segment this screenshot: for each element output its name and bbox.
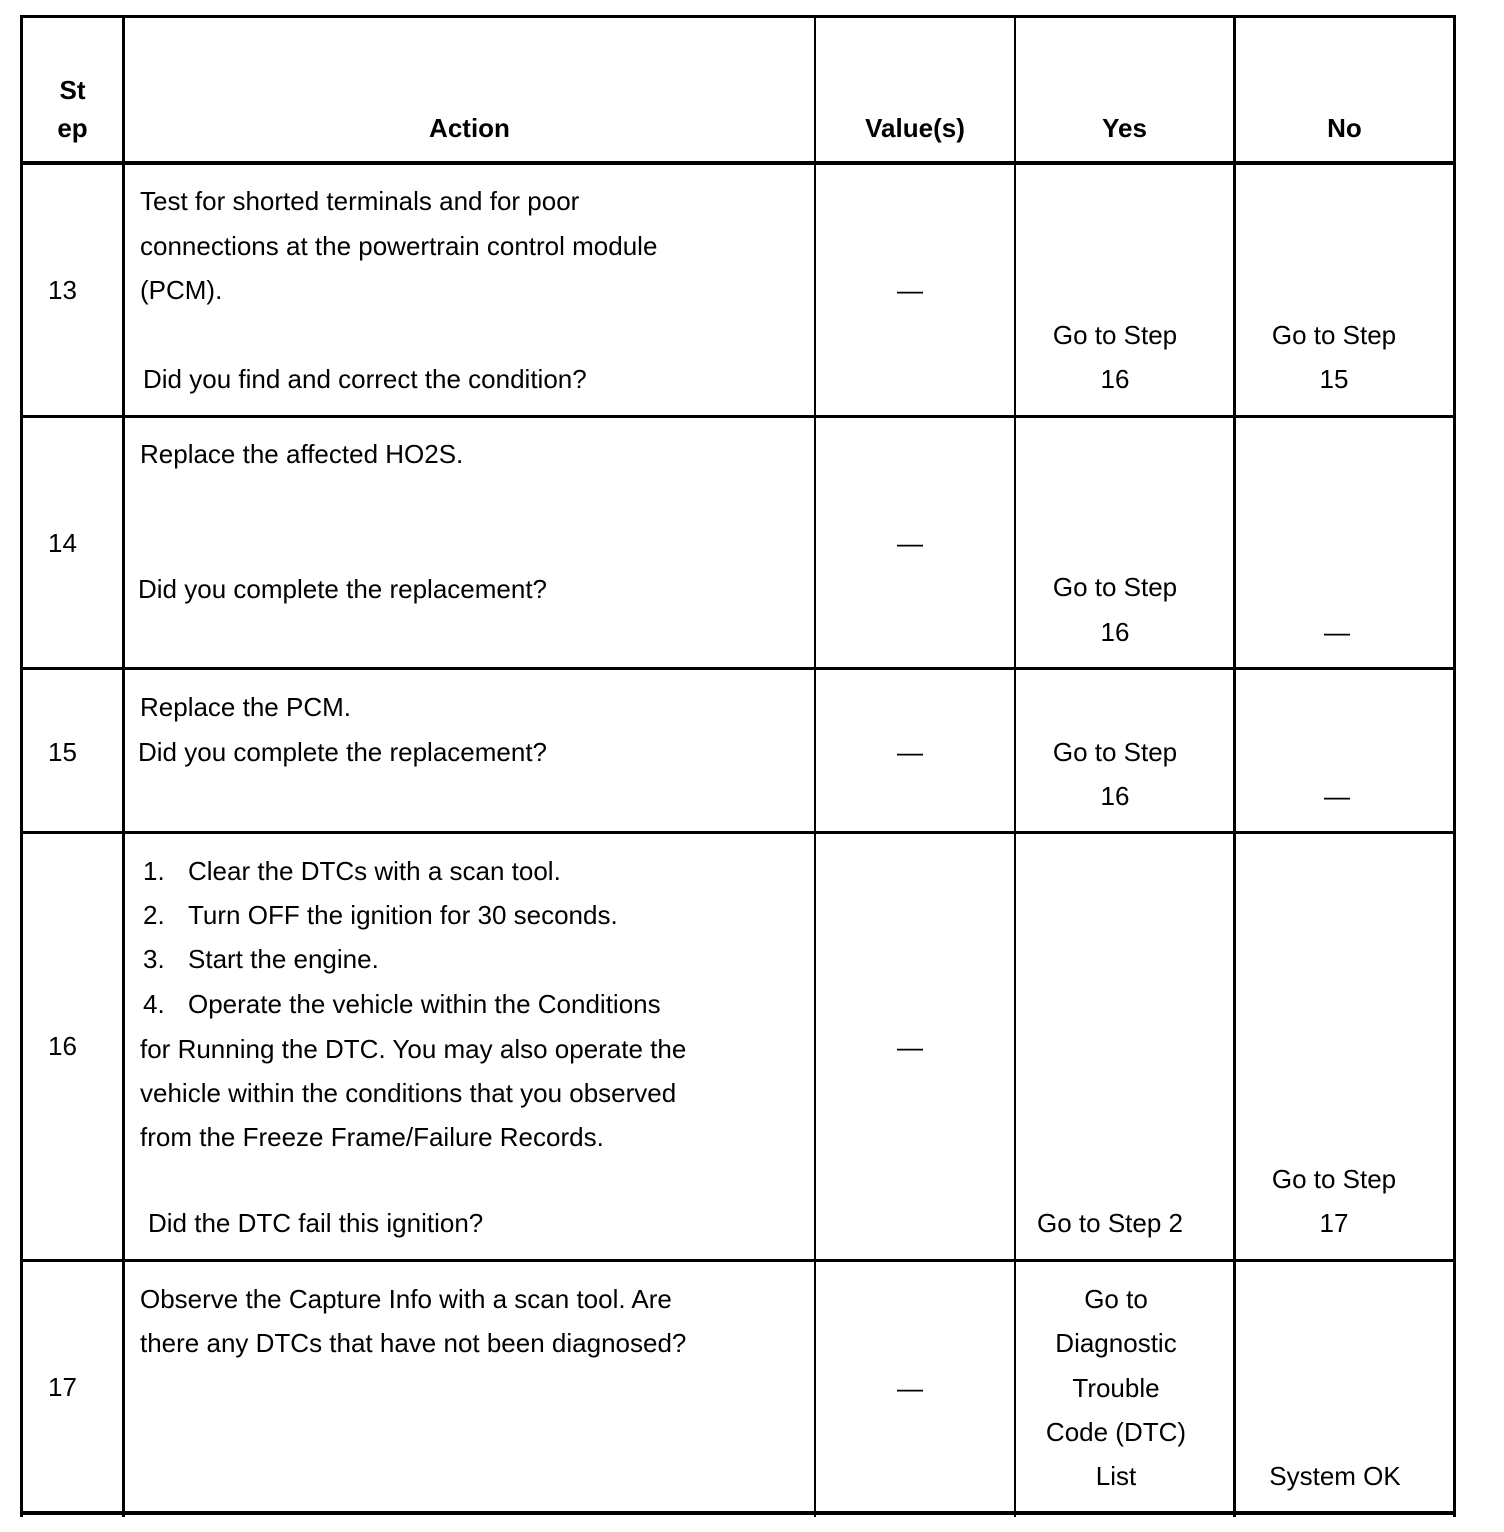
action-text: (PCM). (140, 275, 223, 305)
step-number: 13 (48, 275, 77, 305)
no-cell: — (1324, 781, 1350, 811)
list-item-number: 4. (143, 989, 165, 1019)
no-cell: 15 (1319, 364, 1349, 394)
yes-cell: Diagnostic (1055, 1328, 1177, 1358)
yes-cell: Go to Step (1052, 572, 1178, 602)
list-item-text: Operate the vehicle within the Conditions (188, 989, 661, 1019)
action-text: from the Freeze Frame/Failure Records. (140, 1122, 604, 1152)
value-cell: — (897, 737, 923, 767)
grid-line (1014, 15, 1016, 1517)
action-question: Did you complete the replacement? (138, 737, 548, 767)
yes-cell: 16 (1100, 617, 1130, 647)
no-cell: Go to Step (1271, 1164, 1397, 1194)
action-text: Observe the Capture Info with a scan tool. Are (140, 1284, 672, 1314)
grid-line (20, 667, 1456, 670)
grid-line (1233, 15, 1236, 1517)
step-number: 14 (48, 528, 77, 558)
value-cell: — (897, 1373, 923, 1403)
header-step (23, 71, 122, 147)
yes-cell: 16 (1100, 781, 1130, 811)
action-text: there any DTCs that have not been diagnosed? (140, 1328, 687, 1358)
value-cell: — (897, 1032, 923, 1062)
value-cell: — (897, 275, 923, 305)
action-text: vehicle within the conditions that you observed (140, 1078, 677, 1108)
yes-cell: Go to Step 2 (1037, 1208, 1183, 1238)
grid-line (20, 15, 23, 1517)
yes-cell: 16 (1100, 364, 1130, 394)
header-no: No (1327, 113, 1362, 143)
yes-cell: Trouble (1072, 1373, 1160, 1403)
action-question: Did the DTC fail this ignition? (148, 1208, 484, 1238)
no-cell: System OK (1269, 1461, 1401, 1491)
list-item-text: Turn OFF the ignition for 30 seconds. (188, 900, 618, 930)
grid-line (814, 15, 816, 1517)
action-question: Did you find and correct the condition? (143, 364, 587, 394)
grid-line (1453, 15, 1456, 1517)
action-text: Replace the affected HO2S. (140, 439, 464, 469)
grid-line (122, 15, 125, 1517)
list-item-text: Start the engine. (188, 944, 379, 974)
list-item-text: Clear the DTCs with a scan tool. (188, 856, 561, 886)
header-step-line2: ep (57, 113, 88, 143)
list-item-number: 3. (143, 944, 165, 974)
no-cell: — (1324, 617, 1350, 647)
list-item-number: 1. (143, 856, 165, 886)
no-cell: 17 (1319, 1208, 1349, 1238)
action-text: connections at the powertrain control module (140, 231, 658, 261)
yes-cell: Go to (1084, 1284, 1148, 1314)
action-text: Test for shorted terminals and for poor (140, 186, 580, 216)
yes-cell: Code (DTC) (1045, 1417, 1187, 1447)
header-step-line1: St (59, 75, 86, 105)
value-cell: — (897, 528, 923, 558)
header-action: Action (429, 113, 510, 143)
no-cell: Go to Step (1271, 320, 1397, 350)
header-yes: Yes (1102, 113, 1147, 143)
grid-line (20, 15, 1456, 18)
yes-cell: Go to Step (1052, 737, 1178, 767)
grid-line (20, 161, 1456, 165)
step-number: 16 (48, 1031, 77, 1061)
action-question: Did you complete the replacement? (138, 574, 548, 604)
step-number: 15 (48, 737, 77, 767)
action-text: Replace the PCM. (140, 692, 351, 722)
yes-cell: Go to Step (1052, 320, 1178, 350)
grid-line (20, 1259, 1456, 1262)
grid-line (20, 831, 1456, 834)
list-item-number: 2. (143, 900, 165, 930)
yes-cell: List (1095, 1461, 1137, 1491)
header-values: Value(s) (865, 113, 965, 143)
grid-line (20, 415, 1456, 418)
grid-line (20, 1511, 1456, 1515)
action-text: for Running the DTC. You may also operate the (140, 1034, 687, 1064)
step-number: 17 (48, 1372, 77, 1402)
